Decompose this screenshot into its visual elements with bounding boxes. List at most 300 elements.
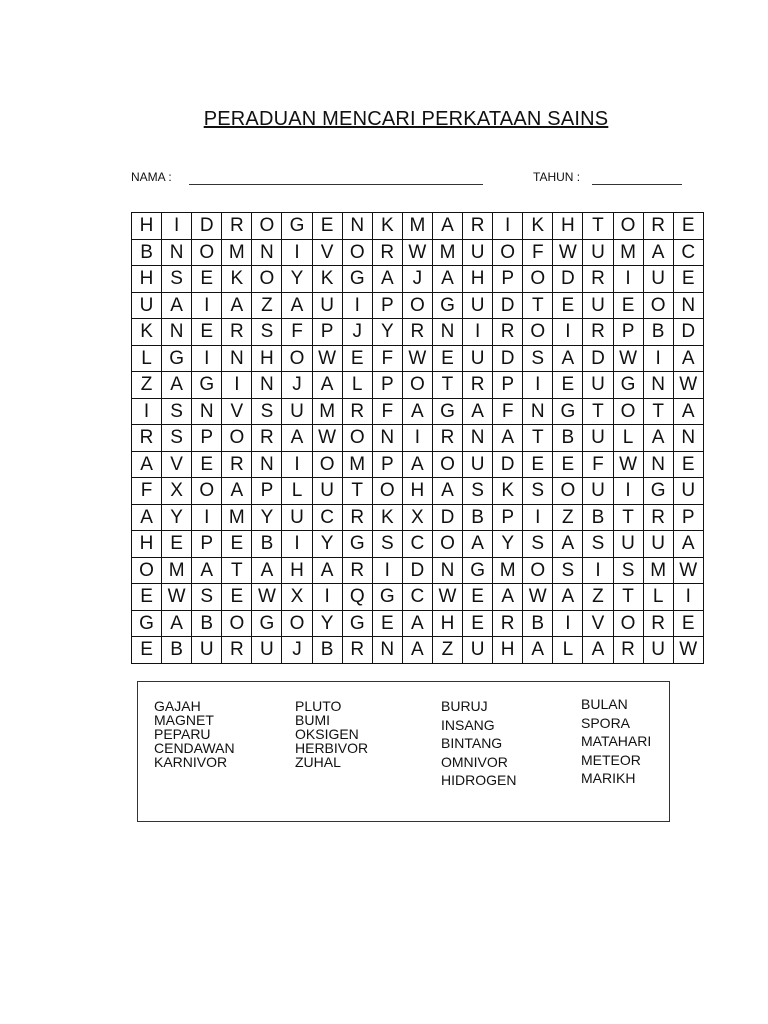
- grid-cell[interactable]: O: [523, 557, 553, 584]
- grid-cell[interactable]: G: [553, 398, 583, 425]
- grid-cell[interactable]: U: [463, 292, 493, 319]
- grid-cell[interactable]: P: [372, 292, 402, 319]
- grid-cell[interactable]: C: [402, 531, 432, 558]
- grid-cell[interactable]: T: [583, 398, 613, 425]
- grid-cell[interactable]: R: [643, 504, 673, 531]
- grid-cell[interactable]: X: [282, 584, 312, 611]
- grid-cell[interactable]: O: [342, 239, 372, 266]
- grid-cell[interactable]: L: [282, 478, 312, 505]
- grid-cell[interactable]: N: [192, 398, 222, 425]
- grid-cell[interactable]: A: [673, 531, 703, 558]
- grid-cell[interactable]: A: [643, 239, 673, 266]
- grid-cell[interactable]: F: [132, 478, 162, 505]
- grid-cell[interactable]: R: [493, 319, 523, 346]
- grid-cell[interactable]: E: [132, 637, 162, 664]
- grid-cell[interactable]: A: [162, 610, 192, 637]
- grid-cell[interactable]: I: [643, 345, 673, 372]
- grid-cell[interactable]: T: [523, 292, 553, 319]
- grid-cell[interactable]: G: [463, 557, 493, 584]
- grid-cell[interactable]: M: [342, 451, 372, 478]
- grid-cell[interactable]: A: [553, 584, 583, 611]
- grid-cell[interactable]: T: [643, 398, 673, 425]
- grid-cell[interactable]: I: [372, 557, 402, 584]
- grid-cell[interactable]: R: [613, 637, 643, 664]
- grid-cell[interactable]: A: [523, 637, 553, 664]
- grid-cell[interactable]: D: [432, 504, 462, 531]
- grid-cell[interactable]: D: [493, 292, 523, 319]
- grid-cell[interactable]: E: [192, 319, 222, 346]
- grid-cell[interactable]: E: [553, 292, 583, 319]
- grid-cell[interactable]: F: [493, 398, 523, 425]
- grid-cell[interactable]: D: [402, 557, 432, 584]
- grid-cell[interactable]: A: [192, 557, 222, 584]
- grid-cell[interactable]: V: [222, 398, 252, 425]
- grid-cell[interactable]: U: [583, 372, 613, 399]
- grid-cell[interactable]: A: [463, 398, 493, 425]
- grid-cell[interactable]: U: [252, 637, 282, 664]
- grid-cell[interactable]: R: [222, 451, 252, 478]
- grid-cell[interactable]: I: [553, 319, 583, 346]
- grid-cell[interactable]: K: [372, 213, 402, 240]
- grid-cell[interactable]: R: [643, 610, 673, 637]
- grid-cell[interactable]: T: [613, 584, 643, 611]
- grid-cell[interactable]: M: [613, 239, 643, 266]
- grid-cell[interactable]: H: [252, 345, 282, 372]
- grid-cell[interactable]: I: [402, 425, 432, 452]
- grid-cell[interactable]: Y: [312, 531, 342, 558]
- grid-cell[interactable]: E: [432, 345, 462, 372]
- grid-cell[interactable]: F: [583, 451, 613, 478]
- grid-cell[interactable]: A: [222, 292, 252, 319]
- grid-cell[interactable]: I: [312, 584, 342, 611]
- grid-cell[interactable]: A: [162, 292, 192, 319]
- grid-cell[interactable]: O: [252, 266, 282, 293]
- grid-cell[interactable]: M: [312, 398, 342, 425]
- grid-cell[interactable]: U: [583, 239, 613, 266]
- grid-cell[interactable]: P: [372, 372, 402, 399]
- grid-cell[interactable]: I: [342, 292, 372, 319]
- grid-cell[interactable]: A: [402, 610, 432, 637]
- grid-cell[interactable]: B: [312, 637, 342, 664]
- grid-cell[interactable]: U: [132, 292, 162, 319]
- grid-cell[interactable]: L: [132, 345, 162, 372]
- grid-cell[interactable]: P: [312, 319, 342, 346]
- grid-cell[interactable]: J: [342, 319, 372, 346]
- grid-cell[interactable]: H: [463, 266, 493, 293]
- grid-cell[interactable]: D: [553, 266, 583, 293]
- grid-cell[interactable]: T: [523, 425, 553, 452]
- grid-cell[interactable]: P: [252, 478, 282, 505]
- grid-cell[interactable]: S: [583, 531, 613, 558]
- grid-cell[interactable]: N: [673, 292, 703, 319]
- grid-cell[interactable]: A: [583, 637, 613, 664]
- grid-cell[interactable]: S: [463, 478, 493, 505]
- grid-cell[interactable]: A: [493, 584, 523, 611]
- grid-cell[interactable]: I: [192, 292, 222, 319]
- grid-cell[interactable]: G: [162, 345, 192, 372]
- grid-cell[interactable]: R: [342, 637, 372, 664]
- grid-cell[interactable]: L: [613, 425, 643, 452]
- grid-cell[interactable]: E: [463, 584, 493, 611]
- grid-cell[interactable]: P: [192, 425, 222, 452]
- grid-cell[interactable]: D: [673, 319, 703, 346]
- grid-cell[interactable]: G: [252, 610, 282, 637]
- grid-cell[interactable]: A: [402, 637, 432, 664]
- grid-cell[interactable]: U: [583, 425, 613, 452]
- grid-cell[interactable]: B: [463, 504, 493, 531]
- grid-cell[interactable]: E: [132, 584, 162, 611]
- grid-cell[interactable]: Y: [372, 319, 402, 346]
- grid-cell[interactable]: P: [613, 319, 643, 346]
- grid-cell[interactable]: T: [583, 213, 613, 240]
- grid-cell[interactable]: H: [493, 637, 523, 664]
- grid-cell[interactable]: W: [402, 239, 432, 266]
- grid-cell[interactable]: R: [222, 637, 252, 664]
- grid-cell[interactable]: N: [643, 451, 673, 478]
- grid-cell[interactable]: M: [402, 213, 432, 240]
- grid-cell[interactable]: I: [282, 239, 312, 266]
- grid-cell[interactable]: I: [523, 504, 553, 531]
- grid-cell[interactable]: E: [162, 531, 192, 558]
- grid-cell[interactable]: K: [222, 266, 252, 293]
- grid-cell[interactable]: U: [463, 239, 493, 266]
- grid-cell[interactable]: N: [252, 239, 282, 266]
- grid-cell[interactable]: I: [493, 213, 523, 240]
- grid-cell[interactable]: F: [523, 239, 553, 266]
- grid-cell[interactable]: W: [162, 584, 192, 611]
- grid-cell[interactable]: S: [523, 478, 553, 505]
- grid-cell[interactable]: O: [643, 292, 673, 319]
- grid-cell[interactable]: W: [673, 557, 703, 584]
- grid-cell[interactable]: K: [493, 478, 523, 505]
- grid-cell[interactable]: D: [493, 451, 523, 478]
- grid-cell[interactable]: U: [583, 292, 613, 319]
- grid-cell[interactable]: E: [613, 292, 643, 319]
- grid-cell[interactable]: A: [643, 425, 673, 452]
- grid-cell[interactable]: H: [132, 531, 162, 558]
- grid-cell[interactable]: M: [643, 557, 673, 584]
- grid-cell[interactable]: H: [132, 213, 162, 240]
- grid-cell[interactable]: A: [402, 451, 432, 478]
- grid-cell[interactable]: E: [673, 451, 703, 478]
- grid-cell[interactable]: O: [192, 239, 222, 266]
- grid-cell[interactable]: S: [523, 345, 553, 372]
- grid-cell[interactable]: U: [673, 478, 703, 505]
- grid-cell[interactable]: R: [583, 266, 613, 293]
- grid-cell[interactable]: G: [342, 266, 372, 293]
- grid-cell[interactable]: A: [553, 531, 583, 558]
- grid-cell[interactable]: W: [553, 239, 583, 266]
- grid-cell[interactable]: I: [673, 584, 703, 611]
- grid-cell[interactable]: H: [553, 213, 583, 240]
- grid-cell[interactable]: Y: [162, 504, 192, 531]
- grid-cell[interactable]: N: [432, 319, 462, 346]
- grid-cell[interactable]: V: [312, 239, 342, 266]
- grid-cell[interactable]: U: [463, 451, 493, 478]
- grid-cell[interactable]: G: [432, 398, 462, 425]
- grid-cell[interactable]: K: [312, 266, 342, 293]
- grid-cell[interactable]: G: [282, 213, 312, 240]
- grid-cell[interactable]: N: [673, 425, 703, 452]
- grid-cell[interactable]: A: [312, 372, 342, 399]
- grid-cell[interactable]: D: [493, 345, 523, 372]
- grid-cell[interactable]: E: [553, 372, 583, 399]
- grid-cell[interactable]: G: [372, 584, 402, 611]
- grid-cell[interactable]: A: [252, 557, 282, 584]
- grid-cell[interactable]: O: [493, 239, 523, 266]
- grid-cell[interactable]: G: [132, 610, 162, 637]
- grid-cell[interactable]: L: [553, 637, 583, 664]
- grid-cell[interactable]: O: [553, 478, 583, 505]
- grid-cell[interactable]: I: [192, 345, 222, 372]
- grid-cell[interactable]: E: [673, 266, 703, 293]
- grid-cell[interactable]: S: [613, 557, 643, 584]
- grid-cell[interactable]: O: [613, 398, 643, 425]
- grid-cell[interactable]: I: [463, 319, 493, 346]
- grid-cell[interactable]: T: [432, 372, 462, 399]
- grid-cell[interactable]: V: [583, 610, 613, 637]
- grid-cell[interactable]: O: [523, 319, 553, 346]
- grid-cell[interactable]: O: [342, 425, 372, 452]
- grid-cell[interactable]: O: [222, 610, 252, 637]
- grid-cell[interactable]: J: [282, 372, 312, 399]
- grid-cell[interactable]: N: [342, 213, 372, 240]
- grid-cell[interactable]: O: [432, 531, 462, 558]
- grid-cell[interactable]: A: [132, 504, 162, 531]
- grid-cell[interactable]: I: [282, 451, 312, 478]
- grid-cell[interactable]: A: [553, 345, 583, 372]
- grid-cell[interactable]: O: [372, 478, 402, 505]
- grid-cell[interactable]: G: [342, 610, 372, 637]
- grid-cell[interactable]: S: [162, 398, 192, 425]
- grid-cell[interactable]: N: [643, 372, 673, 399]
- grid-cell[interactable]: W: [613, 451, 643, 478]
- grid-cell[interactable]: N: [252, 451, 282, 478]
- grid-cell[interactable]: O: [432, 451, 462, 478]
- grid-cell[interactable]: A: [493, 425, 523, 452]
- grid-cell[interactable]: E: [222, 584, 252, 611]
- grid-cell[interactable]: F: [372, 398, 402, 425]
- grid-cell[interactable]: I: [553, 610, 583, 637]
- grid-cell[interactable]: G: [643, 478, 673, 505]
- grid-cell[interactable]: W: [673, 372, 703, 399]
- grid-cell[interactable]: U: [583, 478, 613, 505]
- grid-cell[interactable]: S: [523, 531, 553, 558]
- grid-cell[interactable]: G: [342, 531, 372, 558]
- grid-cell[interactable]: R: [342, 504, 372, 531]
- grid-cell[interactable]: O: [312, 451, 342, 478]
- grid-cell[interactable]: Q: [342, 584, 372, 611]
- grid-cell[interactable]: U: [643, 266, 673, 293]
- grid-cell[interactable]: I: [132, 398, 162, 425]
- grid-cell[interactable]: T: [222, 557, 252, 584]
- grid-cell[interactable]: O: [282, 610, 312, 637]
- grid-cell[interactable]: W: [613, 345, 643, 372]
- grid-cell[interactable]: A: [222, 478, 252, 505]
- grid-cell[interactable]: H: [282, 557, 312, 584]
- grid-cell[interactable]: N: [523, 398, 553, 425]
- tahun-field[interactable]: [592, 184, 682, 185]
- grid-cell[interactable]: U: [643, 531, 673, 558]
- grid-cell[interactable]: P: [493, 504, 523, 531]
- grid-cell[interactable]: G: [432, 292, 462, 319]
- grid-cell[interactable]: L: [643, 584, 673, 611]
- grid-cell[interactable]: O: [252, 213, 282, 240]
- grid-cell[interactable]: A: [432, 213, 462, 240]
- grid-cell[interactable]: E: [342, 345, 372, 372]
- grid-cell[interactable]: F: [372, 345, 402, 372]
- grid-cell[interactable]: A: [372, 266, 402, 293]
- grid-cell[interactable]: B: [192, 610, 222, 637]
- grid-cell[interactable]: B: [132, 239, 162, 266]
- grid-cell[interactable]: Y: [252, 504, 282, 531]
- grid-cell[interactable]: X: [402, 504, 432, 531]
- grid-cell[interactable]: B: [583, 504, 613, 531]
- grid-cell[interactable]: N: [252, 372, 282, 399]
- grid-cell[interactable]: Z: [132, 372, 162, 399]
- grid-cell[interactable]: L: [342, 372, 372, 399]
- grid-cell[interactable]: D: [192, 213, 222, 240]
- nama-field[interactable]: [189, 184, 483, 185]
- grid-cell[interactable]: U: [312, 292, 342, 319]
- grid-cell[interactable]: A: [432, 266, 462, 293]
- grid-cell[interactable]: K: [523, 213, 553, 240]
- grid-cell[interactable]: O: [192, 478, 222, 505]
- grid-cell[interactable]: Y: [493, 531, 523, 558]
- grid-cell[interactable]: K: [372, 504, 402, 531]
- grid-cell[interactable]: R: [342, 398, 372, 425]
- grid-cell[interactable]: R: [463, 213, 493, 240]
- grid-cell[interactable]: S: [252, 319, 282, 346]
- grid-cell[interactable]: O: [402, 372, 432, 399]
- grid-cell[interactable]: Y: [312, 610, 342, 637]
- grid-cell[interactable]: R: [342, 557, 372, 584]
- grid-cell[interactable]: B: [162, 637, 192, 664]
- grid-cell[interactable]: R: [402, 319, 432, 346]
- grid-cell[interactable]: W: [312, 345, 342, 372]
- grid-cell[interactable]: A: [673, 398, 703, 425]
- grid-cell[interactable]: Z: [432, 637, 462, 664]
- grid-cell[interactable]: A: [132, 451, 162, 478]
- grid-cell[interactable]: I: [192, 504, 222, 531]
- grid-cell[interactable]: S: [192, 584, 222, 611]
- grid-cell[interactable]: U: [463, 345, 493, 372]
- grid-cell[interactable]: U: [643, 637, 673, 664]
- grid-cell[interactable]: R: [132, 425, 162, 452]
- grid-cell[interactable]: E: [463, 610, 493, 637]
- grid-cell[interactable]: N: [463, 425, 493, 452]
- grid-cell[interactable]: A: [673, 345, 703, 372]
- grid-cell[interactable]: R: [222, 213, 252, 240]
- grid-cell[interactable]: R: [493, 610, 523, 637]
- grid-cell[interactable]: M: [222, 504, 252, 531]
- grid-cell[interactable]: U: [312, 478, 342, 505]
- grid-cell[interactable]: R: [432, 425, 462, 452]
- grid-cell[interactable]: N: [372, 425, 402, 452]
- grid-cell[interactable]: C: [673, 239, 703, 266]
- grid-cell[interactable]: I: [523, 372, 553, 399]
- grid-cell[interactable]: R: [372, 239, 402, 266]
- grid-cell[interactable]: U: [282, 398, 312, 425]
- grid-cell[interactable]: H: [132, 266, 162, 293]
- grid-cell[interactable]: S: [162, 425, 192, 452]
- grid-cell[interactable]: U: [613, 531, 643, 558]
- grid-cell[interactable]: E: [523, 451, 553, 478]
- grid-cell[interactable]: P: [192, 531, 222, 558]
- grid-cell[interactable]: R: [583, 319, 613, 346]
- grid-cell[interactable]: I: [222, 372, 252, 399]
- grid-cell[interactable]: N: [162, 239, 192, 266]
- grid-cell[interactable]: B: [553, 425, 583, 452]
- grid-cell[interactable]: T: [613, 504, 643, 531]
- grid-cell[interactable]: U: [192, 637, 222, 664]
- grid-cell[interactable]: H: [432, 610, 462, 637]
- grid-cell[interactable]: R: [643, 213, 673, 240]
- grid-cell[interactable]: T: [342, 478, 372, 505]
- grid-cell[interactable]: P: [493, 372, 523, 399]
- grid-cell[interactable]: G: [613, 372, 643, 399]
- grid-cell[interactable]: O: [613, 213, 643, 240]
- grid-cell[interactable]: B: [523, 610, 553, 637]
- grid-cell[interactable]: E: [553, 451, 583, 478]
- grid-cell[interactable]: I: [613, 478, 643, 505]
- grid-cell[interactable]: O: [523, 266, 553, 293]
- grid-cell[interactable]: N: [372, 637, 402, 664]
- grid-cell[interactable]: Z: [553, 504, 583, 531]
- grid-cell[interactable]: A: [463, 531, 493, 558]
- grid-cell[interactable]: H: [402, 478, 432, 505]
- grid-cell[interactable]: E: [673, 610, 703, 637]
- grid-cell[interactable]: W: [673, 637, 703, 664]
- grid-cell[interactable]: O: [613, 610, 643, 637]
- grid-cell[interactable]: M: [162, 557, 192, 584]
- grid-cell[interactable]: X: [162, 478, 192, 505]
- grid-cell[interactable]: A: [282, 292, 312, 319]
- grid-cell[interactable]: N: [162, 319, 192, 346]
- grid-cell[interactable]: R: [463, 372, 493, 399]
- grid-cell[interactable]: E: [192, 451, 222, 478]
- grid-cell[interactable]: I: [583, 557, 613, 584]
- grid-cell[interactable]: E: [372, 610, 402, 637]
- grid-cell[interactable]: O: [132, 557, 162, 584]
- grid-cell[interactable]: E: [673, 213, 703, 240]
- grid-cell[interactable]: O: [282, 345, 312, 372]
- grid-cell[interactable]: F: [282, 319, 312, 346]
- grid-cell[interactable]: O: [402, 292, 432, 319]
- grid-cell[interactable]: S: [162, 266, 192, 293]
- grid-cell[interactable]: N: [222, 345, 252, 372]
- grid-cell[interactable]: M: [493, 557, 523, 584]
- grid-cell[interactable]: K: [132, 319, 162, 346]
- grid-cell[interactable]: P: [493, 266, 523, 293]
- grid-cell[interactable]: B: [252, 531, 282, 558]
- grid-cell[interactable]: C: [402, 584, 432, 611]
- grid-cell[interactable]: B: [643, 319, 673, 346]
- grid-cell[interactable]: E: [192, 266, 222, 293]
- grid-cell[interactable]: W: [523, 584, 553, 611]
- grid-cell[interactable]: Z: [252, 292, 282, 319]
- grid-cell[interactable]: W: [312, 425, 342, 452]
- grid-cell[interactable]: Z: [583, 584, 613, 611]
- grid-cell[interactable]: A: [282, 425, 312, 452]
- grid-cell[interactable]: Y: [282, 266, 312, 293]
- grid-cell[interactable]: W: [252, 584, 282, 611]
- grid-cell[interactable]: P: [673, 504, 703, 531]
- grid-cell[interactable]: R: [222, 319, 252, 346]
- grid-cell[interactable]: V: [162, 451, 192, 478]
- grid-cell[interactable]: J: [402, 266, 432, 293]
- grid-cell[interactable]: W: [402, 345, 432, 372]
